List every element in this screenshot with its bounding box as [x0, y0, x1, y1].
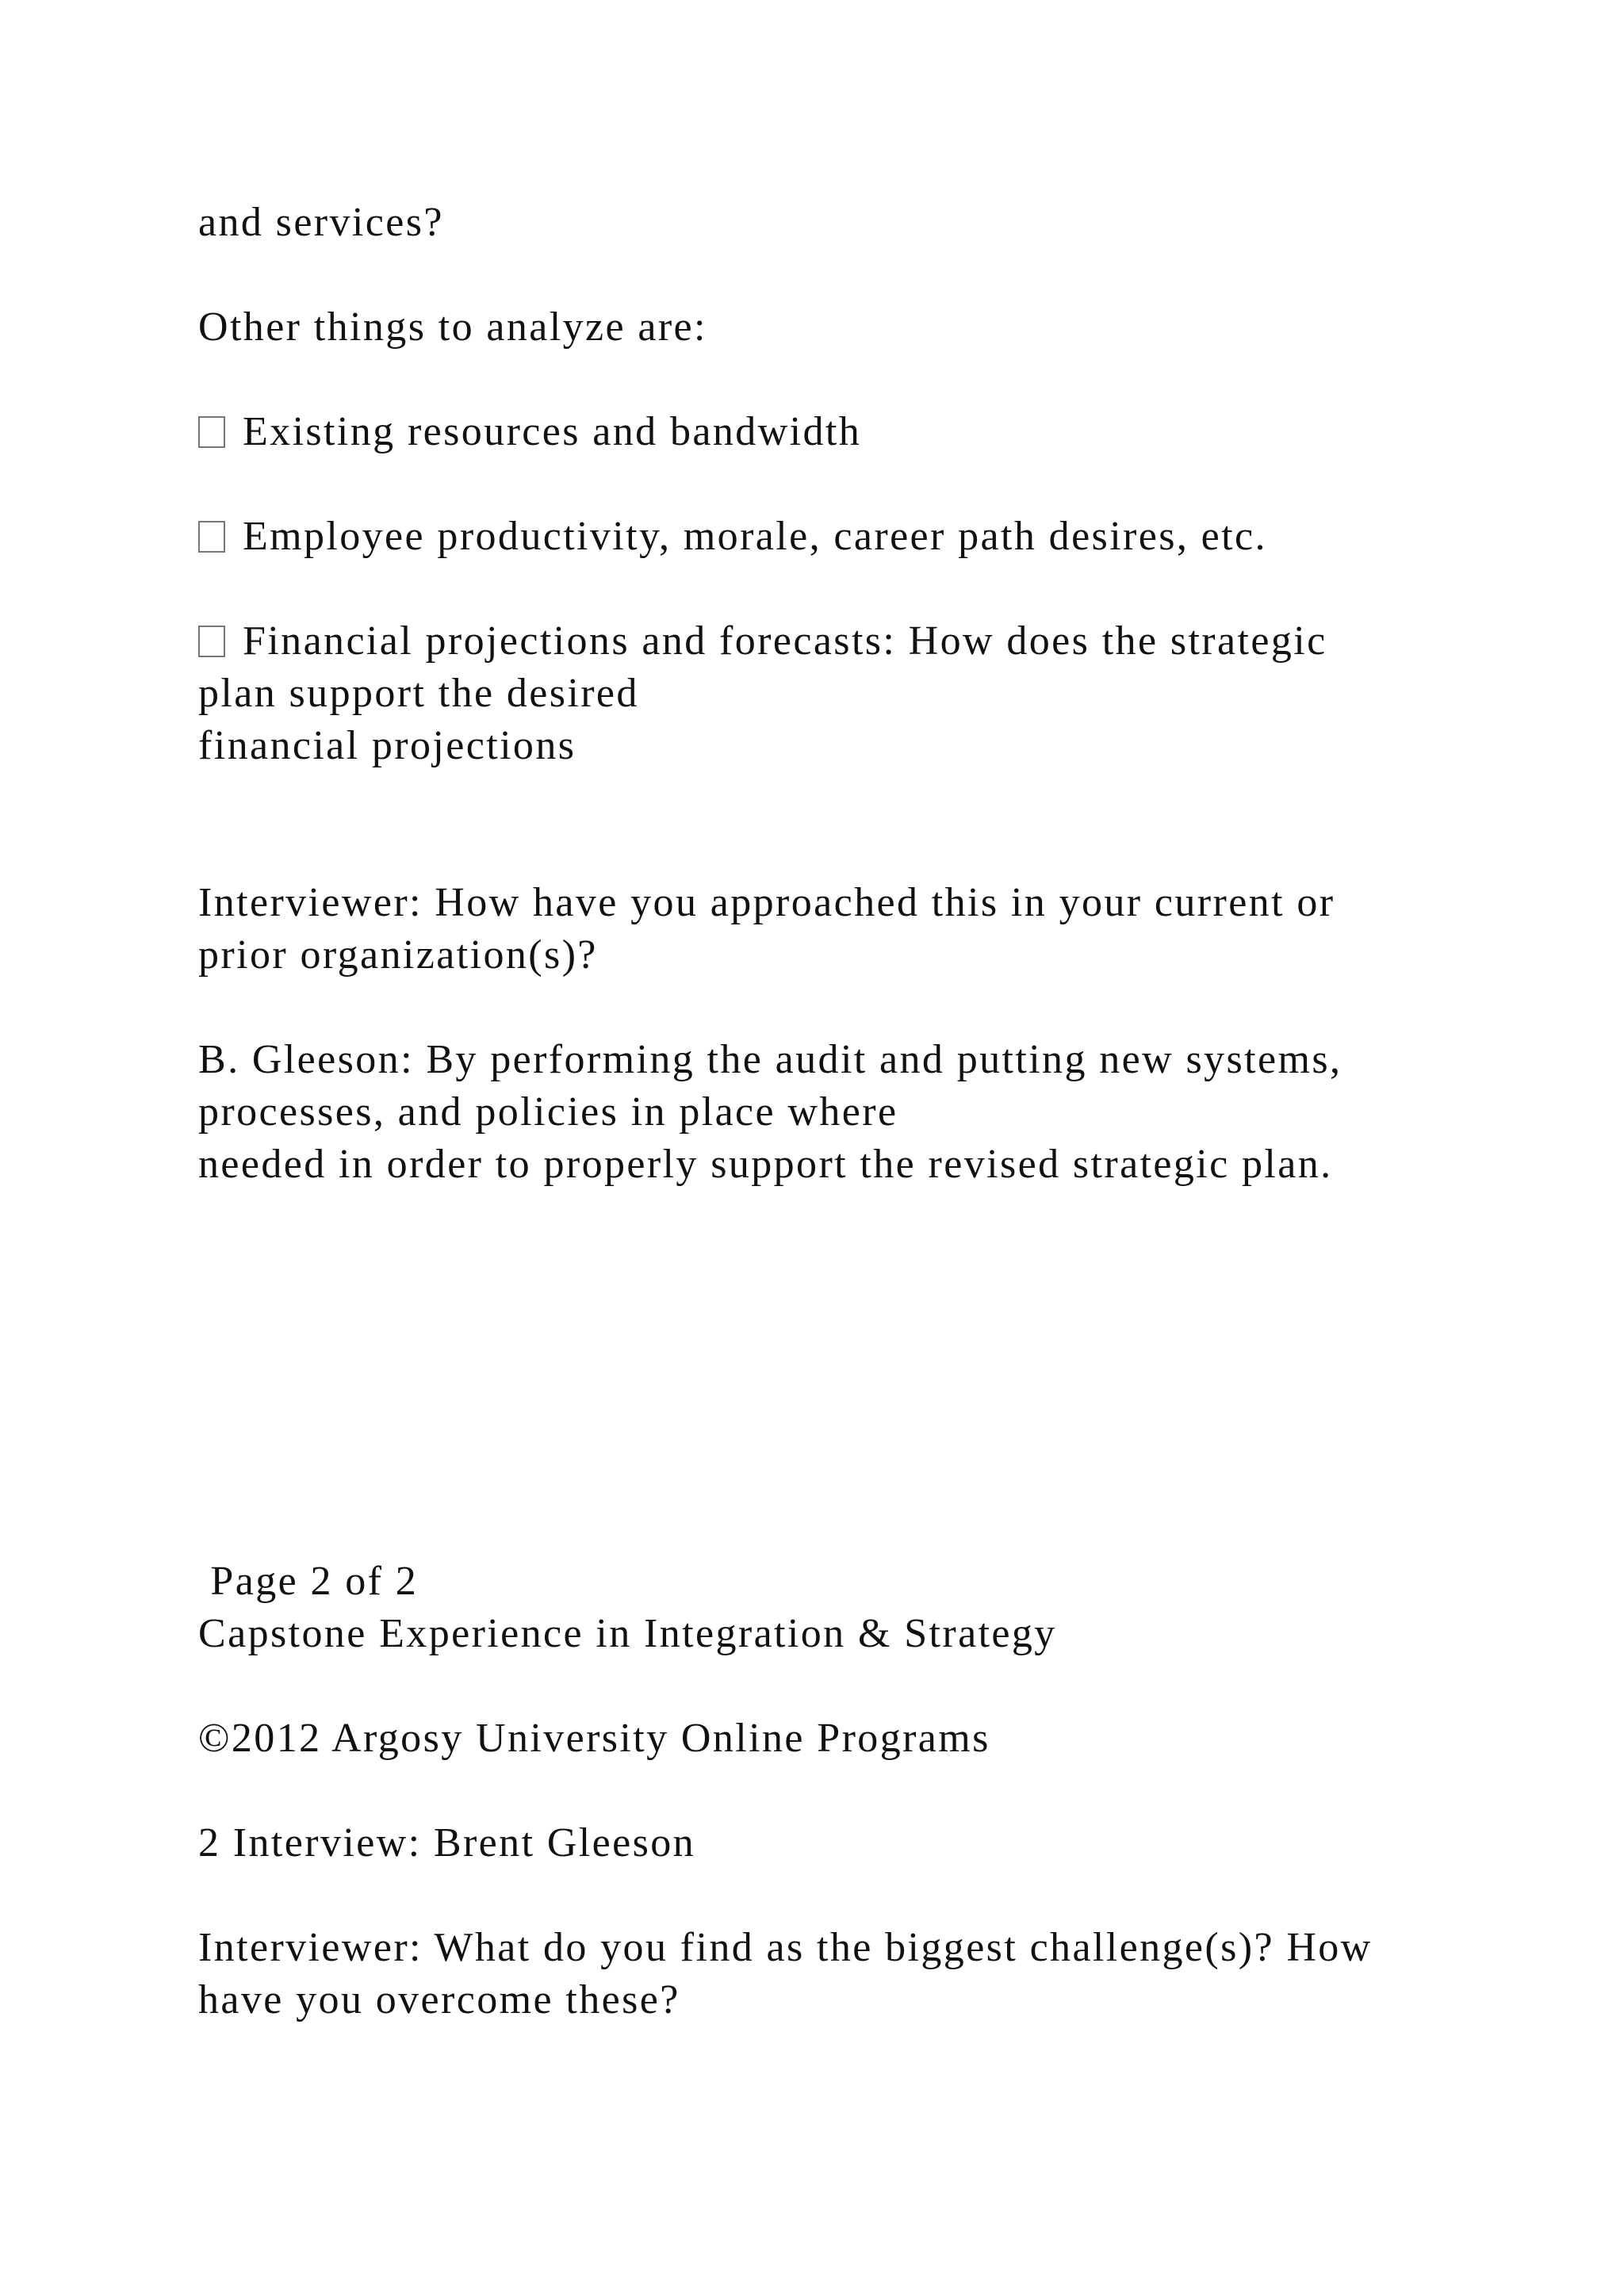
- text-line: needed in order to properly support the revised strategic plan.: [198, 1142, 1333, 1187]
- bullet-item: [198, 511, 1267, 563]
- text-line: Other things to analyze are:: [198, 304, 707, 350]
- bullet-text: Financial projections and forecasts: How does the strategic: [243, 618, 1327, 664]
- text-line: plan support the desired: [198, 671, 639, 716]
- text-line: and services?: [198, 200, 444, 245]
- missing-glyph-box-icon: [198, 521, 225, 553]
- course-title: Capstone Experience in Integration & Strategy: [198, 1611, 1057, 1656]
- bullet-item: [198, 406, 861, 458]
- bullet-text: Existing resources and bandwidth: [243, 409, 862, 454]
- text-line: prior organization(s)?: [198, 932, 598, 978]
- missing-glyph-box-icon: [198, 626, 225, 657]
- text-line: processes, and policies in place where: [198, 1089, 898, 1135]
- text-line: have you overcome these?: [198, 1977, 680, 2022]
- page-number: Page 2 of 2: [198, 1559, 419, 1604]
- copyright-notice: ©2012 Argosy University Online Programs: [198, 1716, 990, 1761]
- bullet-item: [198, 615, 1327, 668]
- interviewer-question: Interviewer: What do you find as the biggest challenge(s)? How: [198, 1925, 1373, 1970]
- missing-glyph-box-icon: [198, 416, 225, 448]
- interviewer-question: Interviewer: How have you approached this in your current or: [198, 880, 1335, 925]
- bullet-text: Employee productivity, morale, career path desires, etc.: [243, 514, 1267, 559]
- section-header: 2 Interview: Brent Gleeson: [198, 1820, 696, 1866]
- interviewee-answer: B. Gleeson: By performing the audit and putting new systems,: [198, 1037, 1342, 1082]
- text-line: financial projections: [198, 723, 576, 768]
